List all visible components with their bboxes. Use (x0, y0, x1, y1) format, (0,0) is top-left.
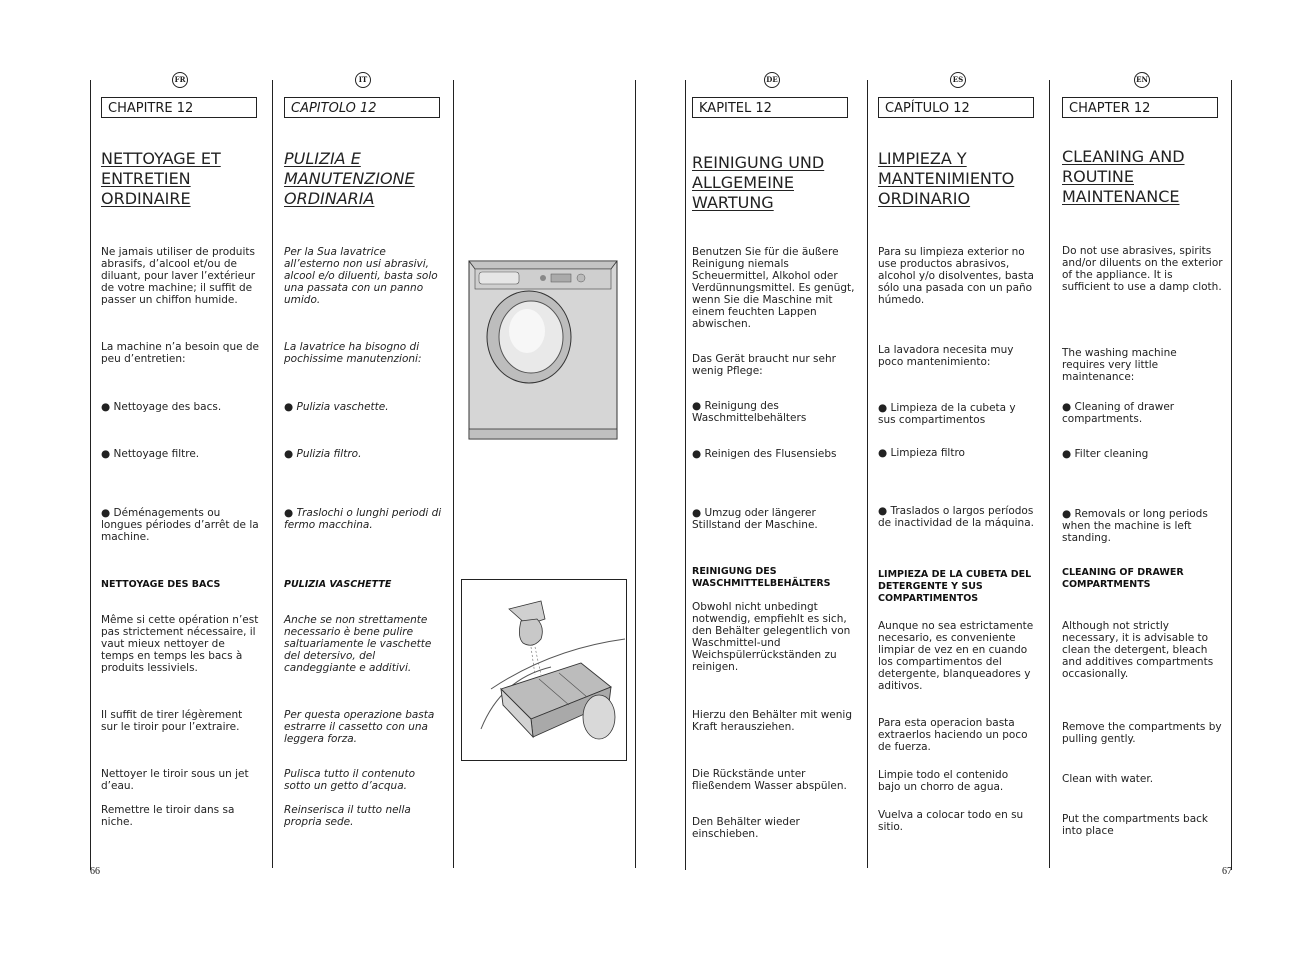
paragraph: Pulisca tutto il contenuto sotto un getto d’acqua. (284, 768, 416, 792)
bullet-item: ● Umzug oder längerer Stillstand der Maschine. (692, 507, 818, 531)
chapter-heading: CAPÍTULO 12 (878, 97, 1034, 118)
page-number-left: 66 (90, 866, 100, 877)
language-badge-es: ES (950, 72, 966, 88)
bullet-item: ● Filter cleaning (1062, 448, 1149, 460)
language-badge-it: IT (355, 72, 371, 88)
bullet-item: ● Reinigung des Waschmittelbehälters (692, 400, 807, 424)
chapter-heading: KAPITEL 12 (692, 97, 848, 118)
bullet-item: ● Traslados o largos períodos de inactividad de la máquina. (878, 505, 1034, 529)
maintenance-text: La machine n’a besoin que de peu d’entretien: (101, 341, 260, 365)
section-title: CLEANING AND ROUTINE MAINTENANCE (1062, 147, 1185, 206)
intro-text: Do not use abrasives, spirits and/or diluents on the exterior of the appliance. It is sufficient to use a damp cloth. (1062, 245, 1223, 293)
chapter-heading: CAPITOLO 12 (284, 97, 440, 118)
page-number-right: 67 (1222, 866, 1232, 877)
paragraph: Para esta operacion basta extraerlos haciendo un poco de fuerza. (878, 717, 1028, 753)
paragraph: Per questa operazione basta estrarre il cassetto con una leggera forza. (284, 709, 435, 745)
bullet-item: ● Nettoyage des bacs. (101, 401, 222, 413)
rule-it-figure (453, 80, 454, 868)
bullet-item: ● Pulizia vaschette. (284, 401, 389, 413)
bullet-item: ● Pulizia filtro. (284, 448, 362, 460)
paragraph: Den Behälter wieder einschieben. (692, 816, 800, 840)
subsection-heading: CLEANING OF DRAWER COMPARTMENTS (1062, 567, 1184, 590)
paragraph: Aunque no sea estrictamente necesario, es conveniente limpiar de vez en en cuando los compartimentos del detergente, blanqueadores y aditivos. (878, 620, 1034, 692)
rule-right-margin (1231, 80, 1232, 870)
paragraph: Anche se non strettamente necessario è bene pulire saltuariamente le vaschette del detersivo, del candeggiante e additivi. (284, 614, 432, 674)
maintenance-text: Das Gerät braucht nur sehr wenig Pflege: (692, 353, 836, 377)
paragraph: Il suffit de tirer légèrement sur le tiroir pour l’extraire. (101, 709, 243, 733)
bullet-item: ● Removals or long periods when the machine is left standing. (1062, 508, 1208, 544)
paragraph: Obwohl nicht unbedingt notwendig, empfiehlt es sich, den Behälter gelegentlich von Waschmittel-und Weichspülerrückständen zu reinigen. (692, 601, 851, 673)
paragraph: Même si cette opération n’est pas strictement nécessaire, il vaut mieux nettoyer de temps en temps les bacs à produits lessiviels. (101, 614, 259, 674)
intro-text: Benutzen Sie für die äußere Reinigung niemals Scheuermittel, Alkohol oder Verdünnungsmittel. Es genügt, wenn Sie die Maschine mit einem feuchten Lappen abwischen. (692, 246, 855, 330)
section-title: PULIZIA E MANUTENZIONE ORDINARIA (284, 149, 415, 208)
rule-de-es (867, 80, 868, 868)
paragraph: Vuelva a colocar todo en su sitio. (878, 809, 1024, 833)
bullet-item: ● Cleaning of drawer compartments. (1062, 401, 1175, 425)
intro-text: Ne jamais utiliser de produits abrasifs, d’alcool et/ou de diluant, pour laver l’extérieur de votre machine; il suffit de passer un chiffon humide. (101, 246, 256, 306)
paragraph: Clean with water. (1062, 773, 1154, 785)
section-title: NETTOYAGE ET ENTRETIEN ORDINAIRE (101, 149, 221, 208)
chapter-heading: CHAPTER 12 (1062, 97, 1218, 118)
rule-fr-it (272, 80, 273, 868)
drawer-cleaning-icon (461, 579, 627, 761)
paragraph: Hierzu den Behälter mit wenig Kraft herausziehen. (692, 709, 852, 733)
subsection-heading: NETTOYAGE DES BACS (101, 579, 221, 590)
paragraph: Remove the compartments by pulling gently. (1062, 721, 1222, 745)
rule-de-left (685, 80, 686, 870)
maintenance-text: The washing machine requires very little maintenance: (1062, 347, 1177, 383)
paragraph: Put the compartments back into place (1062, 813, 1209, 837)
chapter-heading: CHAPITRE 12 (101, 97, 257, 118)
subsection-heading: REINIGUNG DES WASCHMITTELBEHÄLTERS (692, 566, 831, 589)
subsection-heading: PULIZIA VASCHETTE (284, 579, 392, 590)
section-title: LIMPIEZA Y MANTENIMIENTO ORDINARIO (878, 149, 1015, 208)
paragraph: Die Rückstände unter fließendem Wasser abspülen. (692, 768, 847, 792)
bullet-item: ● Déménagements ou longues périodes d’arrêt de la machine. (101, 507, 259, 543)
washing-machine-icon (465, 257, 623, 449)
bullet-item: ● Nettoyage filtre. (101, 448, 200, 460)
maintenance-text: La lavadora necesita muy poco mantenimiento: (878, 344, 1014, 368)
rule-es-en (1049, 80, 1050, 868)
subsection-heading: LIMPIEZA DE LA CUBETA DEL DETERGENTE Y SUS COMPARTIMENTOS (878, 569, 1032, 604)
bullet-item: ● Traslochi o lunghi periodi di fermo macchina. (284, 507, 442, 531)
section-title: REINIGUNG UND ALLGEMEINE WARTUNG (692, 153, 825, 212)
language-badge-de: DE (764, 72, 780, 88)
language-badge-en: EN (1134, 72, 1150, 88)
detergent-drawer-illustration (461, 579, 627, 765)
paragraph: Reinserisca il tutto nella propria sede. (284, 804, 411, 828)
intro-text: Per la Sua lavatrice all’esterno non usi abrasivi, alcool e/o diluenti, basta solo una passata con un panno umido. (284, 246, 438, 306)
bullet-item: ● Reinigen des Flusensiebs (692, 448, 837, 460)
washing-machine-illustration (465, 257, 623, 453)
intro-text: Para su limpieza exterior no use productos abrasivos, alcohol y/o disolventes, basta sólo una pasada con un paño húmedo. (878, 246, 1034, 306)
paragraph: Remettre le tiroir dans sa niche. (101, 804, 235, 828)
rule-left-margin (90, 80, 91, 870)
maintenance-text: La lavatrice ha bisogno di pochissime manutenzioni: (284, 341, 422, 365)
bullet-item: ● Limpieza filtro (878, 447, 965, 459)
paragraph: Nettoyer le tiroir sous un jet d’eau. (101, 768, 249, 792)
paragraph: Although not strictly necessary, it is advisable to clean the detergent, bleach and additives compartments occasionally. (1062, 620, 1214, 680)
language-badge-fr: FR (172, 72, 188, 88)
rule-page-gutter (635, 80, 636, 868)
bullet-item: ● Limpieza de la cubeta y sus compartimentos (878, 402, 1016, 426)
paragraph: Limpie todo el contenido bajo un chorro de agua. (878, 769, 1009, 793)
